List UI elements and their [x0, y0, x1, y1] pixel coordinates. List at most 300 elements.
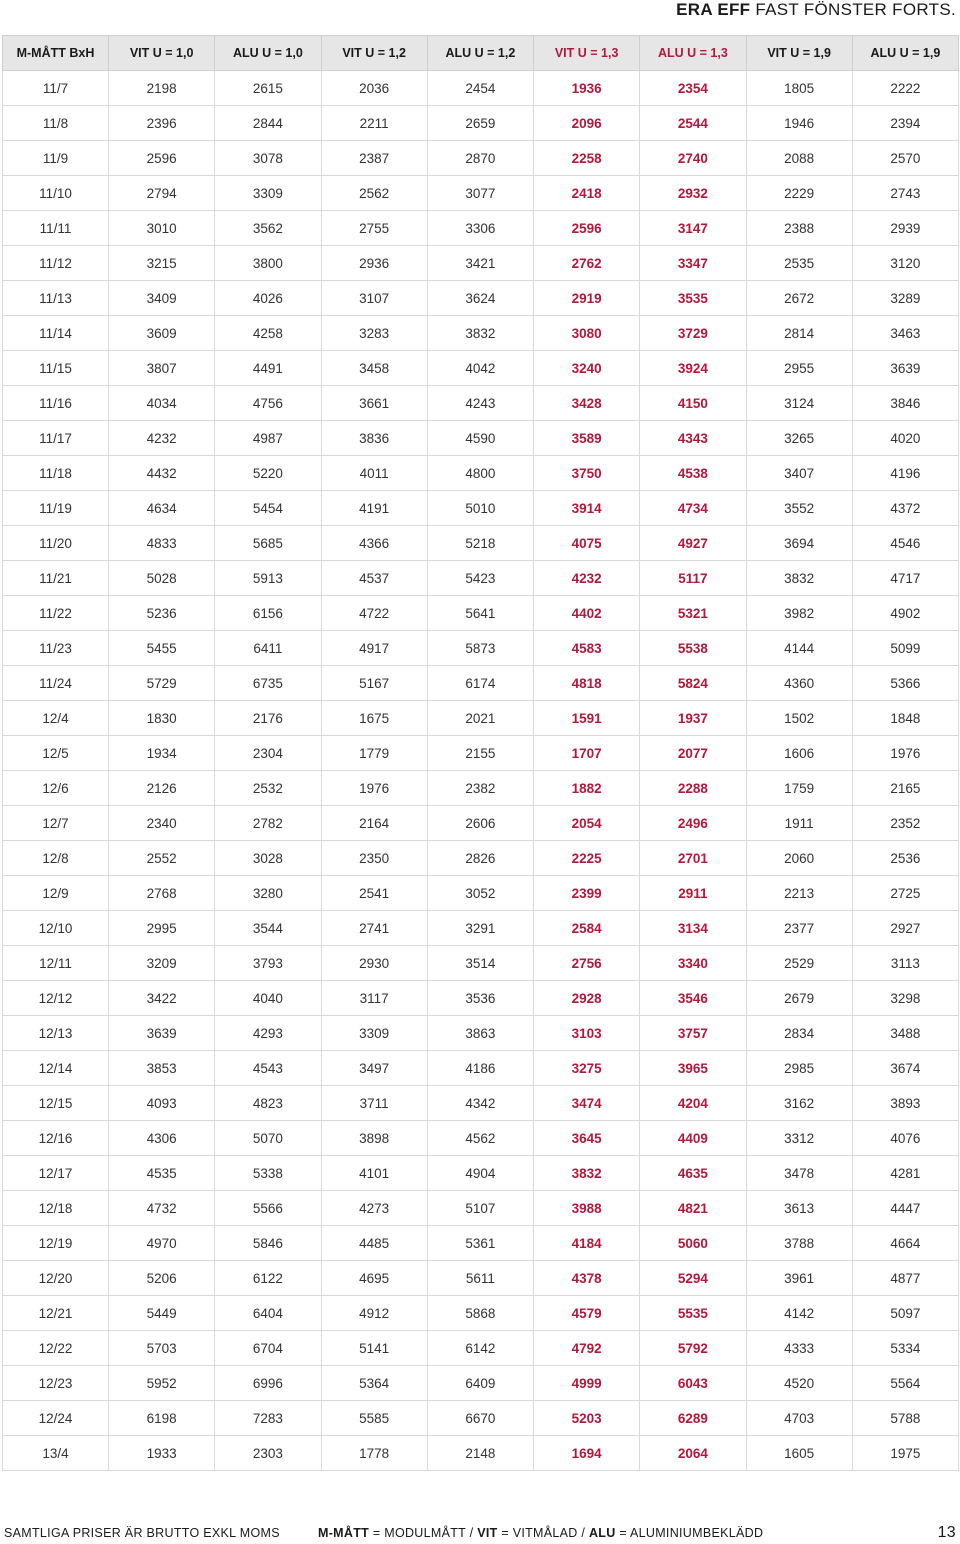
price-cell: 4902 [852, 596, 958, 631]
price-cell: 3639 [852, 351, 958, 386]
price-cell: 5538 [640, 631, 746, 666]
table-row [3, 1401, 959, 1436]
size-cell: 12/21 [3, 1296, 109, 1331]
price-cell: 4343 [640, 421, 746, 456]
price-cell: 4927 [640, 526, 746, 561]
price-cell: 2532 [215, 771, 321, 806]
price-cell: 5141 [321, 1331, 427, 1366]
size-cell: 12/20 [3, 1261, 109, 1296]
price-cell: 3306 [427, 211, 533, 246]
price-cell: 5366 [852, 666, 958, 701]
price-cell: 2229 [746, 176, 852, 211]
price-cell: 2930 [321, 946, 427, 981]
price-cell: 4546 [852, 526, 958, 561]
price-cell: 4034 [109, 386, 215, 421]
price-cell: 3893 [852, 1086, 958, 1121]
price-cell: 6409 [427, 1366, 533, 1401]
price-cell: 2562 [321, 176, 427, 211]
price-cell: 3645 [534, 1121, 640, 1156]
price-cell: 5107 [427, 1191, 533, 1226]
price-cell: 4970 [109, 1226, 215, 1261]
size-cell: 12/4 [3, 701, 109, 736]
price-cell: 4409 [640, 1121, 746, 1156]
price-cell: 4912 [321, 1296, 427, 1331]
price-cell: 4042 [427, 351, 533, 386]
size-cell: 12/24 [3, 1401, 109, 1436]
price-cell: 2399 [534, 876, 640, 911]
price-cell: 2064 [640, 1436, 746, 1471]
price-cell: 2377 [746, 911, 852, 946]
price-cell: 5703 [109, 1331, 215, 1366]
price-cell: 4273 [321, 1191, 427, 1226]
price-cell: 2535 [746, 246, 852, 281]
price-cell: 4756 [215, 386, 321, 421]
price-cell: 3800 [215, 246, 321, 281]
size-cell: 12/13 [3, 1016, 109, 1051]
price-cell: 2844 [215, 106, 321, 141]
price-cell: 1936 [534, 71, 640, 106]
price-cell: 5454 [215, 491, 321, 526]
size-cell: 12/9 [3, 876, 109, 911]
column-header: VIT U = 1,3 [534, 36, 640, 71]
size-cell: 11/16 [3, 386, 109, 421]
price-cell: 3639 [109, 1016, 215, 1051]
legend-mmatt-desc: = MODULMÅTT / [369, 1526, 478, 1540]
size-cell: 12/16 [3, 1121, 109, 1156]
price-cell: 5361 [427, 1226, 533, 1261]
price-cell: 2126 [109, 771, 215, 806]
price-cell: 4703 [746, 1401, 852, 1436]
price-cell: 4987 [215, 421, 321, 456]
price-cell: 1675 [321, 701, 427, 736]
price-cell: 4583 [534, 631, 640, 666]
price-cell: 2352 [852, 806, 958, 841]
price-cell: 2388 [746, 211, 852, 246]
price-cell: 2396 [109, 106, 215, 141]
price-cell: 4144 [746, 631, 852, 666]
price-cell: 1707 [534, 736, 640, 771]
table-row [3, 631, 959, 666]
price-cell: 1778 [321, 1436, 427, 1471]
table-row [3, 666, 959, 701]
size-cell: 11/17 [3, 421, 109, 456]
price-cell: 2354 [640, 71, 746, 106]
price-cell: 2088 [746, 141, 852, 176]
price-cell: 5846 [215, 1226, 321, 1261]
table-row [3, 806, 959, 841]
price-cell: 3117 [321, 981, 427, 1016]
price-cell: 3280 [215, 876, 321, 911]
table-row [3, 71, 959, 106]
table-row [3, 946, 959, 981]
price-cell: 5585 [321, 1401, 427, 1436]
table-row [3, 981, 959, 1016]
table-row [3, 141, 959, 176]
price-cell: 3407 [746, 456, 852, 491]
price-cell: 3757 [640, 1016, 746, 1051]
price-cell: 2782 [215, 806, 321, 841]
price-cell: 3914 [534, 491, 640, 526]
price-cell: 2584 [534, 911, 640, 946]
price-cell: 4333 [746, 1331, 852, 1366]
price-cell: 2176 [215, 701, 321, 736]
price-cell: 5455 [109, 631, 215, 666]
price-cell: 5685 [215, 526, 321, 561]
price-cell: 3552 [746, 491, 852, 526]
price-cell: 4999 [534, 1366, 640, 1401]
price-cell: 4520 [746, 1366, 852, 1401]
price-cell: 3340 [640, 946, 746, 981]
price-cell: 4281 [852, 1156, 958, 1191]
price-cell: 3965 [640, 1051, 746, 1086]
price-cell: 3124 [746, 386, 852, 421]
price-cell: 6174 [427, 666, 533, 701]
table-row [3, 351, 959, 386]
legend-vit: VIT [477, 1526, 498, 1540]
price-cell: 6404 [215, 1296, 321, 1331]
price-cell: 1605 [746, 1436, 852, 1471]
column-header: M-MÅTT BxH [3, 36, 109, 71]
price-cell: 4818 [534, 666, 640, 701]
price-cell: 4026 [215, 281, 321, 316]
price-cell: 1976 [321, 771, 427, 806]
price-cell: 2919 [534, 281, 640, 316]
price-cell: 4196 [852, 456, 958, 491]
price-cell: 3347 [640, 246, 746, 281]
price-cell: 4695 [321, 1261, 427, 1296]
price-cell: 3309 [215, 176, 321, 211]
price-cell: 2814 [746, 316, 852, 351]
price-cell: 3240 [534, 351, 640, 386]
table-row [3, 1296, 959, 1331]
price-cell: 2340 [109, 806, 215, 841]
price-cell: 4020 [852, 421, 958, 456]
legend-vit-desc: = VITMÅLAD / [497, 1526, 589, 1540]
table-row [3, 736, 959, 771]
price-cell: 3488 [852, 1016, 958, 1051]
size-cell: 12/10 [3, 911, 109, 946]
price-cell: 1934 [109, 736, 215, 771]
price-cell: 4150 [640, 386, 746, 421]
price-cell: 2258 [534, 141, 640, 176]
price-cell: 2659 [427, 106, 533, 141]
size-cell: 11/10 [3, 176, 109, 211]
price-cell: 2756 [534, 946, 640, 981]
size-cell: 11/15 [3, 351, 109, 386]
price-cell: 4142 [746, 1296, 852, 1331]
table-row [3, 1436, 959, 1471]
price-cell: 2454 [427, 71, 533, 106]
price-cell: 4075 [534, 526, 640, 561]
price-cell: 2936 [321, 246, 427, 281]
price-cell: 2834 [746, 1016, 852, 1051]
price-cell: 4076 [852, 1121, 958, 1156]
size-cell: 11/8 [3, 106, 109, 141]
price-cell: 5028 [109, 561, 215, 596]
price-cell: 3421 [427, 246, 533, 281]
price-cell: 7283 [215, 1401, 321, 1436]
price-cell: 2939 [852, 211, 958, 246]
price-cell: 5294 [640, 1261, 746, 1296]
price-cell: 2387 [321, 141, 427, 176]
price-cell: 2596 [109, 141, 215, 176]
price-cell: 6411 [215, 631, 321, 666]
price-cell: 4537 [321, 561, 427, 596]
price-cell: 4485 [321, 1226, 427, 1261]
price-cell: 4378 [534, 1261, 640, 1296]
price-cell: 4432 [109, 456, 215, 491]
price-note: SAMTLIGA PRISER ÄR BRUTTO EXKL MOMS [4, 1526, 280, 1540]
price-cell: 1606 [746, 736, 852, 771]
price-cell: 3924 [640, 351, 746, 386]
price-cell: 2927 [852, 911, 958, 946]
price-cell: 5423 [427, 561, 533, 596]
size-cell: 11/22 [3, 596, 109, 631]
price-cell: 2382 [427, 771, 533, 806]
price-cell: 6704 [215, 1331, 321, 1366]
legend-mmatt: M-MÅTT [318, 1526, 370, 1540]
table-header-row [3, 36, 959, 71]
table-row [3, 281, 959, 316]
column-header: ALU U = 1,3 [640, 36, 746, 71]
size-cell: 12/14 [3, 1051, 109, 1086]
table-row [3, 911, 959, 946]
price-cell: 4360 [746, 666, 852, 701]
price-cell: 2165 [852, 771, 958, 806]
price-cell: 4232 [534, 561, 640, 596]
legend-alu: ALU [588, 1526, 616, 1540]
size-cell: 11/14 [3, 316, 109, 351]
table-row [3, 421, 959, 456]
price-cell: 2288 [640, 771, 746, 806]
price-cell: 2596 [534, 211, 640, 246]
price-cell: 2394 [852, 106, 958, 141]
price-cell: 3422 [109, 981, 215, 1016]
price-cell: 5097 [852, 1296, 958, 1331]
price-cell: 3750 [534, 456, 640, 491]
price-cell: 4093 [109, 1086, 215, 1121]
price-cell: 5117 [640, 561, 746, 596]
price-cell: 3898 [321, 1121, 427, 1156]
price-cell: 2418 [534, 176, 640, 211]
size-cell: 12/19 [3, 1226, 109, 1261]
price-cell: 4917 [321, 631, 427, 666]
price-cell: 3613 [746, 1191, 852, 1226]
price-cell: 2911 [640, 876, 746, 911]
price-cell: 2021 [427, 701, 533, 736]
price-cell: 5729 [109, 666, 215, 701]
price-cell: 3982 [746, 596, 852, 631]
price-cell: 3589 [534, 421, 640, 456]
size-cell: 12/22 [3, 1331, 109, 1366]
table-row [3, 1156, 959, 1191]
price-cell: 6142 [427, 1331, 533, 1366]
price-cell: 3846 [852, 386, 958, 421]
price-cell: 1830 [109, 701, 215, 736]
price-cell: 1502 [746, 701, 852, 736]
table-row [3, 106, 959, 141]
price-cell: 1975 [852, 1436, 958, 1471]
price-cell: 2541 [321, 876, 427, 911]
price-table [2, 35, 959, 1471]
price-cell: 2225 [534, 841, 640, 876]
price-cell: 4232 [109, 421, 215, 456]
price-cell: 2096 [534, 106, 640, 141]
price-cell: 4562 [427, 1121, 533, 1156]
price-cell: 2955 [746, 351, 852, 386]
price-cell: 2762 [534, 246, 640, 281]
price-cell: 4447 [852, 1191, 958, 1226]
price-cell: 3807 [109, 351, 215, 386]
price-cell: 2679 [746, 981, 852, 1016]
price-cell: 5868 [427, 1296, 533, 1331]
price-cell: 2303 [215, 1436, 321, 1471]
page-title: FAST FÖNSTER FORTS. [755, 0, 956, 19]
price-cell: 3497 [321, 1051, 427, 1086]
price-cell: 5338 [215, 1156, 321, 1191]
price-cell: 5873 [427, 631, 533, 666]
price-cell: 1976 [852, 736, 958, 771]
column-header: ALU U = 1,9 [852, 36, 958, 71]
price-cell: 4306 [109, 1121, 215, 1156]
price-cell: 5824 [640, 666, 746, 701]
page-header [676, 0, 956, 22]
price-cell: 3120 [852, 246, 958, 281]
price-cell: 4664 [852, 1226, 958, 1261]
price-cell: 2794 [109, 176, 215, 211]
price-cell: 2148 [427, 1436, 533, 1471]
price-cell: 4635 [640, 1156, 746, 1191]
price-cell: 4535 [109, 1156, 215, 1191]
price-cell: 2755 [321, 211, 427, 246]
price-cell: 6156 [215, 596, 321, 631]
table-row [3, 701, 959, 736]
size-cell: 11/11 [3, 211, 109, 246]
price-cell: 6043 [640, 1366, 746, 1401]
size-cell: 11/13 [3, 281, 109, 316]
price-cell: 5167 [321, 666, 427, 701]
price-cell: 3078 [215, 141, 321, 176]
price-cell: 4590 [427, 421, 533, 456]
column-header: VIT U = 1,9 [746, 36, 852, 71]
table-row [3, 1121, 959, 1156]
size-cell: 11/20 [3, 526, 109, 561]
table-row [3, 1051, 959, 1086]
price-cell: 2741 [321, 911, 427, 946]
size-cell: 13/4 [3, 1436, 109, 1471]
price-cell: 3312 [746, 1121, 852, 1156]
price-cell: 1882 [534, 771, 640, 806]
price-cell: 4823 [215, 1086, 321, 1121]
price-cell: 2606 [427, 806, 533, 841]
price-cell: 5792 [640, 1331, 746, 1366]
table-row [3, 1086, 959, 1121]
table-row [3, 841, 959, 876]
table-body [3, 71, 959, 1471]
price-cell: 5334 [852, 1331, 958, 1366]
price-cell: 3052 [427, 876, 533, 911]
price-cell: 2304 [215, 736, 321, 771]
price-cell: 5203 [534, 1401, 640, 1436]
table-row [3, 386, 959, 421]
price-cell: 2036 [321, 71, 427, 106]
price-cell: 4579 [534, 1296, 640, 1331]
price-cell: 3624 [427, 281, 533, 316]
price-cell: 4243 [427, 386, 533, 421]
table-row [3, 771, 959, 806]
price-cell: 3832 [427, 316, 533, 351]
price-cell: 2672 [746, 281, 852, 316]
size-cell: 11/12 [3, 246, 109, 281]
price-cell: 3988 [534, 1191, 640, 1226]
price-cell: 1759 [746, 771, 852, 806]
price-cell: 4101 [321, 1156, 427, 1191]
price-cell: 3147 [640, 211, 746, 246]
table-row [3, 1366, 959, 1401]
table-row [3, 561, 959, 596]
size-cell: 12/23 [3, 1366, 109, 1401]
size-cell: 11/23 [3, 631, 109, 666]
price-cell: 2211 [321, 106, 427, 141]
page-footer [4, 1524, 956, 1544]
price-cell: 4634 [109, 491, 215, 526]
table-row [3, 176, 959, 211]
price-cell: 3107 [321, 281, 427, 316]
price-cell: 5364 [321, 1366, 427, 1401]
table-row [3, 876, 959, 911]
price-cell: 3134 [640, 911, 746, 946]
price-cell: 6996 [215, 1366, 321, 1401]
size-cell: 12/17 [3, 1156, 109, 1191]
price-cell: 2740 [640, 141, 746, 176]
price-cell: 4732 [109, 1191, 215, 1226]
price-cell: 5641 [427, 596, 533, 631]
price-cell: 2701 [640, 841, 746, 876]
price-cell: 6122 [215, 1261, 321, 1296]
price-cell: 2155 [427, 736, 533, 771]
table-row [3, 1331, 959, 1366]
price-cell: 4800 [427, 456, 533, 491]
price-cell: 3010 [109, 211, 215, 246]
price-cell: 2570 [852, 141, 958, 176]
price-cell: 2985 [746, 1051, 852, 1086]
price-cell: 4293 [215, 1016, 321, 1051]
price-cell: 4372 [852, 491, 958, 526]
table-row [3, 456, 959, 491]
table-row [3, 1226, 959, 1261]
price-cell: 5206 [109, 1261, 215, 1296]
price-cell: 4722 [321, 596, 427, 631]
price-cell: 3428 [534, 386, 640, 421]
price-cell: 3832 [534, 1156, 640, 1191]
price-cell: 2995 [109, 911, 215, 946]
price-cell: 5070 [215, 1121, 321, 1156]
price-cell: 3409 [109, 281, 215, 316]
column-header: ALU U = 1,0 [215, 36, 321, 71]
price-cell: 2222 [852, 71, 958, 106]
price-cell: 2198 [109, 71, 215, 106]
size-cell: 11/7 [3, 71, 109, 106]
price-cell: 5449 [109, 1296, 215, 1331]
price-cell: 4717 [852, 561, 958, 596]
price-cell: 4186 [427, 1051, 533, 1086]
price-cell: 3291 [427, 911, 533, 946]
price-cell: 2213 [746, 876, 852, 911]
size-cell: 12/5 [3, 736, 109, 771]
price-cell: 3162 [746, 1086, 852, 1121]
price-cell: 3609 [109, 316, 215, 351]
price-cell: 3836 [321, 421, 427, 456]
